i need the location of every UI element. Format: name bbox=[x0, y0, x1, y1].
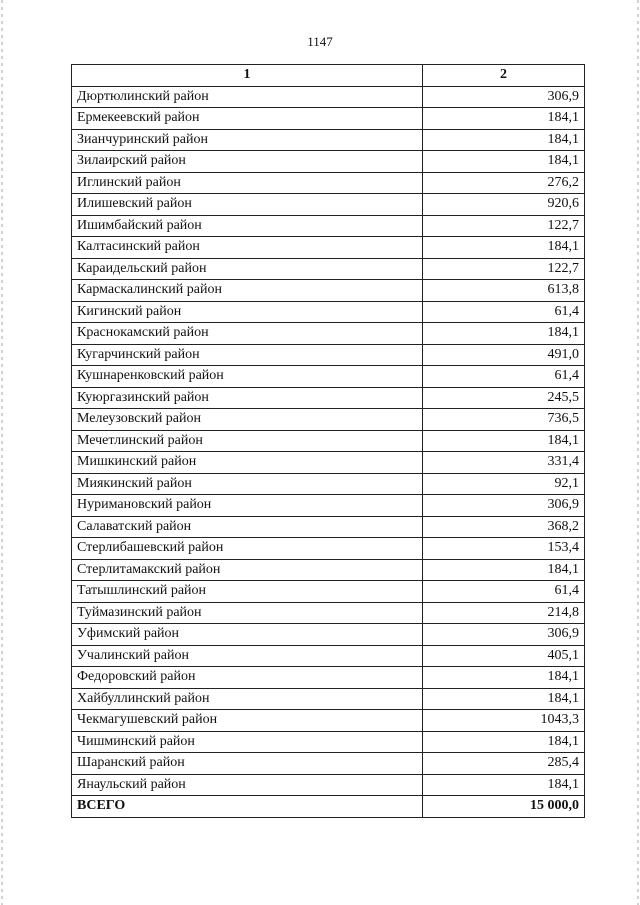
district-value: 245,5 bbox=[423, 387, 585, 409]
district-name: Караидельский район bbox=[72, 258, 423, 280]
district-name: Федоровский район bbox=[72, 667, 423, 689]
table-row bbox=[72, 710, 585, 732]
table-row bbox=[72, 108, 585, 130]
district-name: Стерлитамакский район bbox=[72, 559, 423, 581]
page-number: 1147 bbox=[307, 34, 333, 49]
table-row bbox=[72, 624, 585, 646]
table-row bbox=[72, 366, 585, 388]
district-value: 920,6 bbox=[423, 194, 585, 216]
district-name: Кушнаренковский район bbox=[72, 366, 423, 388]
district-value: 61,4 bbox=[423, 301, 585, 323]
district-value: 368,2 bbox=[423, 516, 585, 538]
district-name: Чекмагушевский район bbox=[72, 710, 423, 732]
district-value: 405,1 bbox=[423, 645, 585, 667]
district-value: 184,1 bbox=[423, 731, 585, 753]
district-name: Уфимский район bbox=[72, 624, 423, 646]
district-name: Ермекеевский район bbox=[72, 108, 423, 130]
district-value: 306,9 bbox=[423, 624, 585, 646]
district-value: 331,4 bbox=[423, 452, 585, 474]
district-name: Мелеузовский район bbox=[72, 409, 423, 431]
table-row bbox=[72, 516, 585, 538]
district-name: Мишкинский район bbox=[72, 452, 423, 474]
district-name: Кугарчинский район bbox=[72, 344, 423, 366]
table-row bbox=[72, 430, 585, 452]
table-row bbox=[72, 753, 585, 775]
table-row bbox=[72, 731, 585, 753]
district-name: Миякинский район bbox=[72, 473, 423, 495]
table-row bbox=[72, 280, 585, 302]
district-name: Стерлибашевский район bbox=[72, 538, 423, 560]
table-row bbox=[72, 215, 585, 237]
table-row bbox=[72, 688, 585, 710]
district-name: Учалинский район bbox=[72, 645, 423, 667]
district-value: 61,4 bbox=[423, 581, 585, 603]
district-value: 184,1 bbox=[423, 774, 585, 796]
district-name: Кигинский район bbox=[72, 301, 423, 323]
district-value: 153,4 bbox=[423, 538, 585, 560]
table-row bbox=[72, 129, 585, 151]
table-row bbox=[72, 172, 585, 194]
district-name: Татышлинский район bbox=[72, 581, 423, 603]
district-value: 122,7 bbox=[423, 258, 585, 280]
district-name: Чишминский район bbox=[72, 731, 423, 753]
district-name: Янаульский район bbox=[72, 774, 423, 796]
table-row bbox=[72, 151, 585, 173]
table-header-row bbox=[72, 65, 585, 87]
district-value: 184,1 bbox=[423, 430, 585, 452]
district-name: Краснокамский район bbox=[72, 323, 423, 345]
allocation-table bbox=[71, 64, 585, 818]
table-row bbox=[72, 258, 585, 280]
table-row bbox=[72, 559, 585, 581]
district-value: 184,1 bbox=[423, 151, 585, 173]
table-row bbox=[72, 774, 585, 796]
column-header-2: 2 bbox=[423, 65, 585, 87]
district-value: 306,9 bbox=[423, 495, 585, 517]
district-name: Зианчуринский район bbox=[72, 129, 423, 151]
table-row bbox=[72, 301, 585, 323]
district-value: 184,1 bbox=[423, 129, 585, 151]
district-value: 285,4 bbox=[423, 753, 585, 775]
district-name: Куюргазинский район bbox=[72, 387, 423, 409]
table-row bbox=[72, 473, 585, 495]
total-label: ВСЕГО bbox=[72, 796, 423, 818]
district-name: Зилаирский район bbox=[72, 151, 423, 173]
district-name: Салаватский район bbox=[72, 516, 423, 538]
district-value: 184,1 bbox=[423, 667, 585, 689]
column-header-1: 1 bbox=[72, 65, 423, 87]
total-value: 15 000,0 bbox=[423, 796, 585, 818]
district-name: Мечетлинский район bbox=[72, 430, 423, 452]
district-name: Дюртюлинский район bbox=[72, 86, 423, 108]
district-name: Кармаскалинский район bbox=[72, 280, 423, 302]
table-row bbox=[72, 344, 585, 366]
district-value: 491,0 bbox=[423, 344, 585, 366]
table-row bbox=[72, 538, 585, 560]
scan-edge-left bbox=[1, 0, 3, 905]
district-name: Нуримановский район bbox=[72, 495, 423, 517]
table-row bbox=[72, 452, 585, 474]
district-value: 276,2 bbox=[423, 172, 585, 194]
district-name: Иглинский район bbox=[72, 172, 423, 194]
district-value: 1043,3 bbox=[423, 710, 585, 732]
district-value: 184,1 bbox=[423, 237, 585, 259]
table-row bbox=[72, 323, 585, 345]
district-value: 613,8 bbox=[423, 280, 585, 302]
table-row bbox=[72, 581, 585, 603]
table-row bbox=[72, 387, 585, 409]
table-body bbox=[72, 86, 585, 796]
district-value: 122,7 bbox=[423, 215, 585, 237]
district-name: Хайбуллинский район bbox=[72, 688, 423, 710]
scan-edge-right bbox=[637, 0, 639, 905]
table-row bbox=[72, 86, 585, 108]
table-row bbox=[72, 667, 585, 689]
district-value: 736,5 bbox=[423, 409, 585, 431]
district-value: 184,1 bbox=[423, 688, 585, 710]
district-value: 61,4 bbox=[423, 366, 585, 388]
district-value: 184,1 bbox=[423, 323, 585, 345]
district-name: Калтасинский район bbox=[72, 237, 423, 259]
table-row bbox=[72, 602, 585, 624]
district-name: Шаранский район bbox=[72, 753, 423, 775]
district-name: Илишевский район bbox=[72, 194, 423, 216]
table-row bbox=[72, 409, 585, 431]
district-name: Туймазинский район bbox=[72, 602, 423, 624]
district-value: 214,8 bbox=[423, 602, 585, 624]
district-value: 184,1 bbox=[423, 108, 585, 130]
district-value: 306,9 bbox=[423, 86, 585, 108]
table-row bbox=[72, 194, 585, 216]
district-name: Ишимбайский район bbox=[72, 215, 423, 237]
table-row bbox=[72, 645, 585, 667]
table-row bbox=[72, 237, 585, 259]
table-row bbox=[72, 495, 585, 517]
district-value: 92,1 bbox=[423, 473, 585, 495]
total-row bbox=[72, 796, 585, 818]
district-value: 184,1 bbox=[423, 559, 585, 581]
